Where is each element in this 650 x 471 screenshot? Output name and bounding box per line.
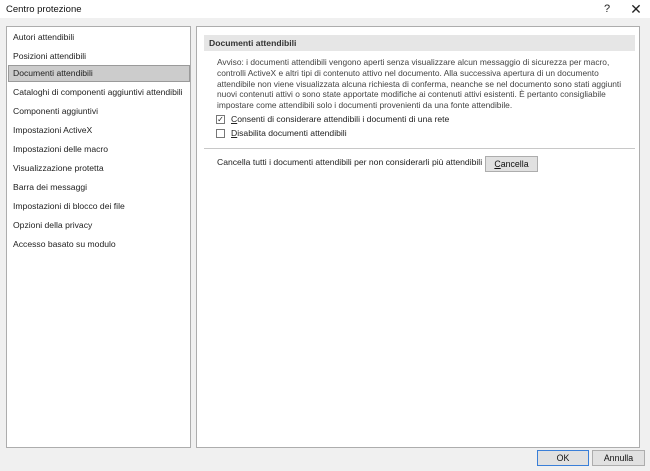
sidebar-item-trusted-documents[interactable]: Documenti attendibili <box>8 65 190 82</box>
window-title: Centro protezione <box>6 4 82 15</box>
clear-trusted-button[interactable]: Cancella <box>485 156 538 172</box>
help-button[interactable]: ? <box>603 3 611 15</box>
sidebar-item-trusted-locations[interactable]: Posizioni attendibili <box>13 51 87 61</box>
sidebar-item-activex[interactable]: Impostazioni ActiveX <box>13 125 93 135</box>
ok-button[interactable]: OK <box>537 450 589 466</box>
sidebar-item-trusted-publishers[interactable]: Autori attendibili <box>13 32 75 42</box>
close-button[interactable]: ✕ <box>630 1 642 17</box>
sidebar-item-form-access[interactable]: Accesso basato su modulo <box>13 239 116 249</box>
sidebar-item-protected-view[interactable]: Visualizzazione protetta <box>13 163 104 173</box>
sidebar <box>6 26 191 448</box>
sidebar-item-macro-settings[interactable]: Impostazioni delle macro <box>13 144 109 154</box>
clear-trusted-label: Cancella tutti i documenti attendibili per non considerarli più attendibili <box>217 157 483 167</box>
sidebar-item-trusted-addin-catalogs[interactable]: Cataloghi di componenti aggiuntivi attendibili <box>13 87 183 97</box>
network-documents-checkbox[interactable]: ✓ <box>217 114 224 124</box>
disable-trusted-documents-label: Disabilita documenti attendibili <box>231 128 347 138</box>
sidebar-item-addins[interactable]: Componenti aggiuntivi <box>13 106 99 116</box>
network-documents-label: Consenti di considerare attendibili i documenti di una rete <box>231 114 450 124</box>
divider <box>204 148 635 149</box>
sidebar-item-message-bar[interactable]: Barra dei messaggi <box>13 182 88 192</box>
title-bar <box>0 0 650 18</box>
cancel-button[interactable]: Annulla <box>592 450 645 466</box>
main-panel <box>196 26 640 448</box>
sidebar-item-privacy[interactable]: Opzioni della privacy <box>13 220 93 230</box>
network-documents-checkbox-row[interactable] <box>216 113 449 125</box>
warning-text: Avviso: i documenti attendibili vengono aperti senza visualizzare alcun messaggio di sicurezza per macro, controlli ActiveX e altri tipi di contenuto attivo nel documento. Alla successiva apertura di un documento attendibile non viene visualizzata alcuna richiesta di conferma, neanche se nel documento sono stati aggiunti nuovi contenuti attivi o sono state apportate modifiche ai contenuti attivi esistenti. È pertanto consigliabile impostare come attendibili solo i documenti provenienti da una fonte attendibile. <box>217 57 622 111</box>
disable-trusted-documents-checkbox-row[interactable] <box>216 127 347 139</box>
sidebar-item-file-block[interactable]: Impostazioni di blocco dei file <box>13 201 125 211</box>
section-title: Documenti attendibili <box>204 35 635 51</box>
disable-trusted-documents-checkbox[interactable] <box>216 129 225 138</box>
